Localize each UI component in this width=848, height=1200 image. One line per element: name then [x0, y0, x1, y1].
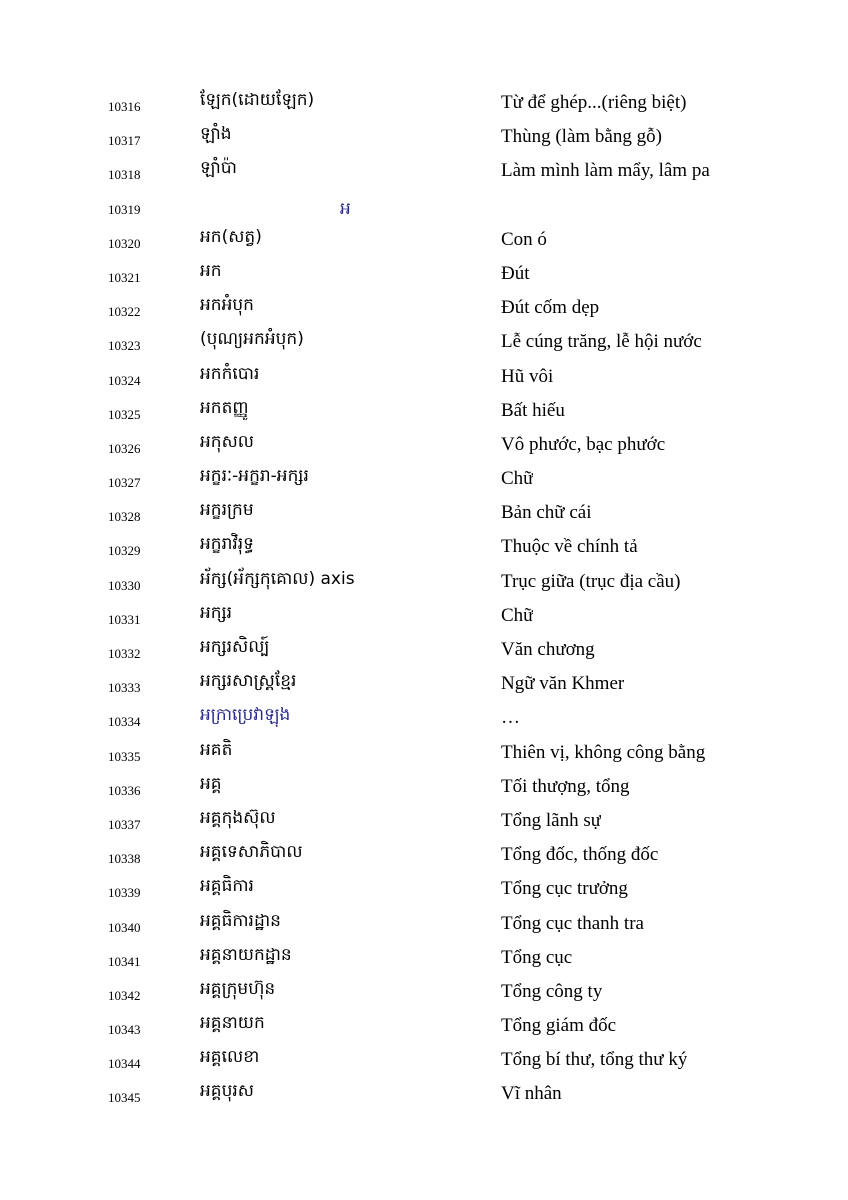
entry-row	[0, 430, 848, 464]
entry-number: 10318	[108, 167, 141, 183]
vietnamese-translation: Tổng cục thanh tra	[501, 912, 644, 934]
entry-number: 10324	[108, 372, 141, 388]
entry-row	[0, 669, 848, 703]
entry-row	[0, 362, 848, 396]
entry-row	[0, 498, 848, 532]
entry-row	[0, 738, 848, 772]
khmer-term: ឡែក(ដោយឡែក)	[200, 90, 315, 110]
vietnamese-translation: Tổng bí thư, tổng thư ký	[501, 1049, 688, 1071]
vietnamese-translation: Ngữ văn Khmer	[501, 673, 625, 695]
khmer-term: អគ្គបុរស	[200, 1081, 254, 1102]
khmer-term: អក្សរ	[200, 602, 233, 623]
entry-number: 10334	[108, 714, 141, 730]
vietnamese-translation: Tổng công ty	[501, 980, 603, 1002]
entry-number: 10336	[108, 782, 141, 798]
entry-row	[0, 464, 848, 498]
vietnamese-translation: Tổng cục	[501, 946, 573, 968]
entry-number: 10325	[108, 406, 141, 422]
entry-row	[0, 191, 848, 225]
vietnamese-translation: …	[501, 707, 520, 729]
khmer-term: អគ្គ	[200, 773, 222, 794]
entry-number: 10338	[108, 851, 141, 867]
khmer-term: ឡាំប៉ា	[200, 158, 237, 179]
vietnamese-translation: Tối thượng, tổng	[501, 775, 630, 797]
khmer-term: អកអំបុក	[200, 295, 254, 316]
khmer-term: អកុសល	[200, 431, 254, 452]
vietnamese-translation: Con ó	[501, 228, 547, 250]
entry-row	[0, 840, 848, 874]
vietnamese-translation: Vĩ nhân	[501, 1083, 562, 1105]
vietnamese-translation: Văn chương	[501, 639, 595, 660]
entry-row	[0, 635, 848, 669]
vietnamese-translation: Chữ	[501, 604, 534, 626]
entry-row	[0, 567, 848, 601]
khmer-term: អក្ខរាវិរុទ្ធ	[200, 534, 254, 555]
entry-number: 10327	[108, 475, 141, 491]
vietnamese-translation: Thiên vị, không công bằng	[501, 741, 706, 763]
entry-row	[0, 1079, 848, 1113]
vietnamese-translation: Bản chữ cái	[501, 502, 592, 524]
khmer-term: ឡាំង	[200, 124, 232, 145]
khmer-term: អគ្គនាយក	[200, 1013, 265, 1034]
entry-row	[0, 293, 848, 327]
khmer-term: អក	[200, 260, 222, 281]
entry-number: 10332	[108, 646, 141, 661]
khmer-term: អគ្គកុងស៊ុល	[200, 807, 276, 828]
vietnamese-translation: Tổng đốc, thống đốc	[501, 844, 659, 866]
entry-number: 10335	[108, 748, 141, 764]
khmer-term: អក្រាប្រេវាឡុង	[200, 705, 291, 726]
khmer-term: អក្ខរៈ-អក្ខរា-អក្សរ	[200, 466, 309, 487]
khmer-term: អក(សត្វ)	[200, 226, 262, 247]
entry-row	[0, 977, 848, 1011]
entry-number: 10341	[108, 953, 141, 969]
entry-number: 10340	[108, 919, 141, 935]
khmer-term: អគ្គធិការ	[200, 876, 254, 897]
entry-number: 10322	[108, 304, 141, 320]
khmer-term: អគ្គនាយកដ្ឋាន	[200, 944, 292, 965]
khmer-term: អក្សរសិល្ប៍	[200, 637, 270, 657]
khmer-term: អក្សរសាស្ត្រខ្មែរ	[200, 671, 297, 692]
entry-row	[0, 396, 848, 430]
entry-number: 10320	[108, 235, 141, 251]
entry-row	[0, 532, 848, 566]
entry-number: 10319	[108, 201, 141, 217]
khmer-term: អ័ក្ស(អ័ក្សកុគោល) axis	[200, 568, 355, 589]
entry-row	[0, 1011, 848, 1045]
khmer-term: អកកំបោរ	[200, 363, 260, 384]
vietnamese-translation: Làm mình làm mẩy, lâm pa	[501, 160, 710, 182]
vietnamese-translation: Tổng cục trưởng	[501, 878, 628, 900]
entry-row	[0, 874, 848, 908]
vietnamese-translation: Bất hiếu	[501, 399, 565, 421]
entry-row	[0, 772, 848, 806]
vietnamese-translation: Tổng lãnh sự	[501, 809, 602, 831]
khmer-term: អគ្គលេខា	[200, 1047, 260, 1068]
entry-number: 10339	[108, 885, 141, 901]
entry-row	[0, 88, 848, 122]
vietnamese-translation: Chữ	[501, 468, 534, 490]
entry-number: 10329	[108, 543, 141, 559]
khmer-term: អកតញ្ញូ	[200, 397, 249, 418]
entry-number: 10321	[108, 269, 141, 285]
vietnamese-translation: Trục giữa (trục địa cầu)	[501, 570, 681, 592]
vietnamese-translation: Lễ cúng trăng, lễ hội nước	[501, 331, 702, 353]
vietnamese-translation: Đút	[501, 262, 530, 284]
entry-number: 10330	[108, 577, 141, 593]
entry-row	[0, 156, 848, 190]
entry-number: 10337	[108, 816, 141, 832]
entry-row	[0, 327, 848, 361]
khmer-term: អគ្គធិការដ្ឋាន	[200, 910, 281, 931]
vietnamese-translation: Tổng giám đốc	[501, 1015, 617, 1037]
entry-number: 10343	[108, 1022, 141, 1038]
entry-list	[0, 88, 848, 1114]
vietnamese-translation: Vô phước, bạc phước	[501, 433, 666, 455]
entry-number: 10317	[108, 133, 141, 149]
entry-number: 10344	[108, 1056, 141, 1072]
khmer-term: អក្ខរក្រម	[200, 500, 254, 521]
entry-number: 10333	[108, 680, 141, 696]
entry-row	[0, 601, 848, 635]
entry-row	[0, 703, 848, 737]
entry-number: 10316	[108, 99, 141, 114]
entry-row	[0, 225, 848, 259]
entry-row	[0, 909, 848, 943]
vietnamese-translation: Thuộc về chính tả	[501, 536, 638, 558]
khmer-term: អគ្គក្រុមហ៊ុន	[200, 978, 276, 999]
khmer-term: អគ្គទេសាភិបាល	[200, 842, 303, 863]
entry-row	[0, 943, 848, 977]
entry-row	[0, 259, 848, 293]
entry-row	[0, 806, 848, 840]
vietnamese-translation: Thùng (làm bằng gỗ)	[501, 126, 662, 148]
entry-number: 10342	[108, 987, 141, 1003]
entry-number: 10323	[108, 338, 141, 354]
entry-number: 10328	[108, 509, 141, 525]
entry-number: 10345	[108, 1090, 141, 1106]
vietnamese-translation: Hũ vôi	[501, 365, 554, 387]
vietnamese-translation: Từ để ghép...(riêng biệt)	[501, 92, 687, 113]
vietnamese-translation: Đút cốm dẹp	[501, 297, 600, 319]
section-letter-heading: អ	[340, 198, 351, 219]
entry-row	[0, 1045, 848, 1079]
khmer-term: អគតិ	[200, 739, 233, 760]
entry-number: 10326	[108, 440, 141, 456]
entry-number: 10331	[108, 611, 141, 627]
khmer-term: (បុណ្យអកអំបុក)	[200, 329, 304, 350]
entry-row	[0, 122, 848, 156]
